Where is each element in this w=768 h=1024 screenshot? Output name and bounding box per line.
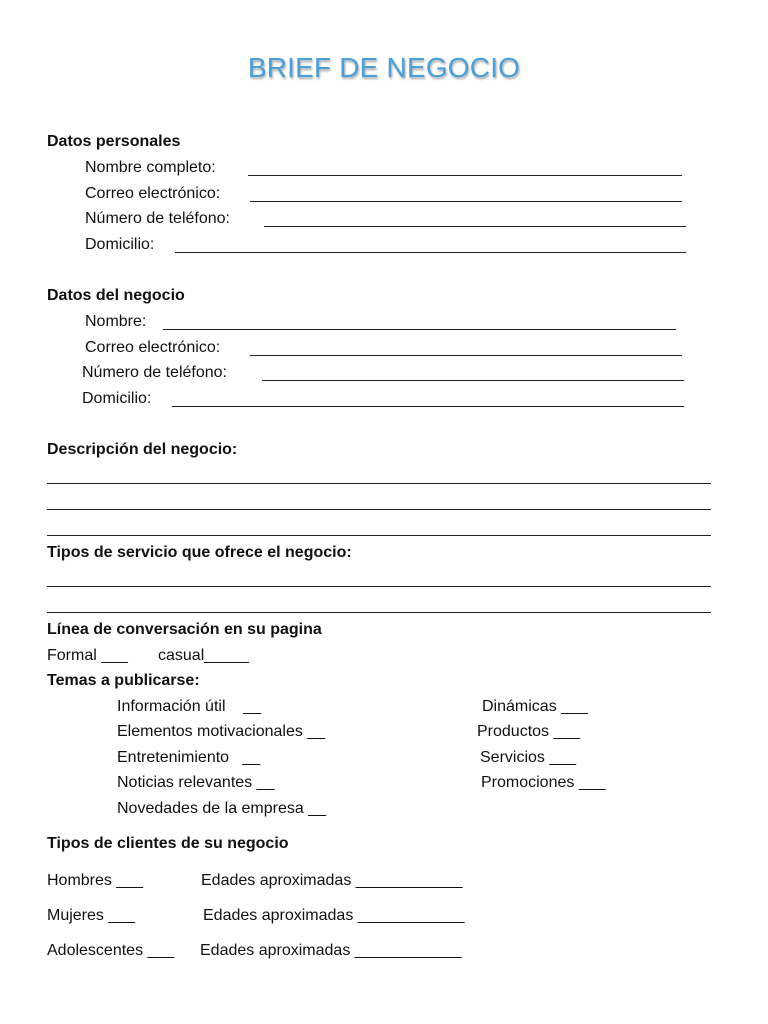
correo-personal-field[interactable]	[250, 201, 682, 202]
tema-productos[interactable]: Productos ___	[477, 723, 581, 740]
tema-entretenimiento[interactable]: Entretenimiento __	[117, 749, 261, 766]
nombre-negocio-field[interactable]	[163, 329, 676, 330]
domicilio-negocio-field[interactable]	[172, 406, 684, 407]
label-nombre-completo: Nombre completo:	[85, 159, 216, 176]
tema-promociones[interactable]: Promociones ___	[481, 774, 606, 791]
section-heading-clientes: Tipos de clientes de su negocio	[47, 835, 289, 852]
section-heading-descripcion: Descripción del negocio:	[47, 441, 238, 458]
page-title: BRIEF DE NEGOCIO	[247, 52, 521, 83]
telefono-personal-field[interactable]	[264, 226, 686, 227]
tema-elementos-motivacionales[interactable]: Elementos motivacionales __	[117, 723, 326, 740]
edad-mujeres-field[interactable]: Edades aproximadas ____________	[203, 907, 465, 924]
cliente-mujeres[interactable]: Mujeres ___	[47, 907, 136, 924]
tema-servicios[interactable]: Servicios ___	[480, 749, 577, 766]
descripcion-line-1[interactable]	[47, 483, 711, 484]
tema-informacion-util[interactable]: Información útil __	[117, 698, 262, 715]
domicilio-personal-field[interactable]	[175, 252, 686, 253]
section-heading-servicios: Tipos de servicio que ofrece el negocio:	[47, 544, 352, 561]
label-correo-personal: Correo electrónico:	[85, 185, 221, 202]
nombre-completo-field[interactable]	[248, 175, 682, 176]
label-domicilio-personal: Domicilio:	[85, 236, 155, 253]
telefono-negocio-field[interactable]	[262, 380, 684, 381]
section-heading-temas: Temas a publicarse:	[47, 672, 200, 689]
option-casual[interactable]: casual_____	[158, 647, 249, 664]
label-nombre-negocio: Nombre:	[85, 313, 147, 330]
edad-hombres-field[interactable]: Edades aproximadas ____________	[201, 872, 463, 889]
tema-noticias-relevantes[interactable]: Noticias relevantes __	[117, 774, 275, 791]
servicios-line-2[interactable]	[47, 612, 711, 613]
edad-adolescentes-field[interactable]: Edades aproximadas ____________	[200, 942, 462, 959]
cliente-hombres[interactable]: Hombres ___	[47, 872, 144, 889]
tema-novedades-empresa[interactable]: Novedades de la empresa __	[117, 800, 327, 817]
label-domicilio-negocio: Domicilio:	[82, 390, 152, 407]
section-heading-conversacion: Línea de conversación en su pagina	[47, 621, 322, 638]
section-heading-datos-negocio: Datos del negocio	[47, 287, 185, 304]
cliente-adolescentes[interactable]: Adolescentes ___	[47, 942, 175, 959]
descripcion-line-2[interactable]	[47, 509, 711, 510]
correo-negocio-field[interactable]	[250, 355, 682, 356]
option-formal[interactable]: Formal ___	[47, 647, 128, 664]
servicios-line-1[interactable]	[47, 586, 711, 587]
label-telefono-personal: Número de teléfono:	[85, 210, 230, 227]
descripcion-line-3[interactable]	[47, 535, 711, 536]
label-telefono-negocio: Número de teléfono:	[82, 364, 227, 381]
section-heading-datos-personales: Datos personales	[47, 133, 181, 150]
label-correo-negocio: Correo electrónico:	[85, 339, 221, 356]
tema-dinamicas[interactable]: Dinámicas ___	[482, 698, 588, 715]
